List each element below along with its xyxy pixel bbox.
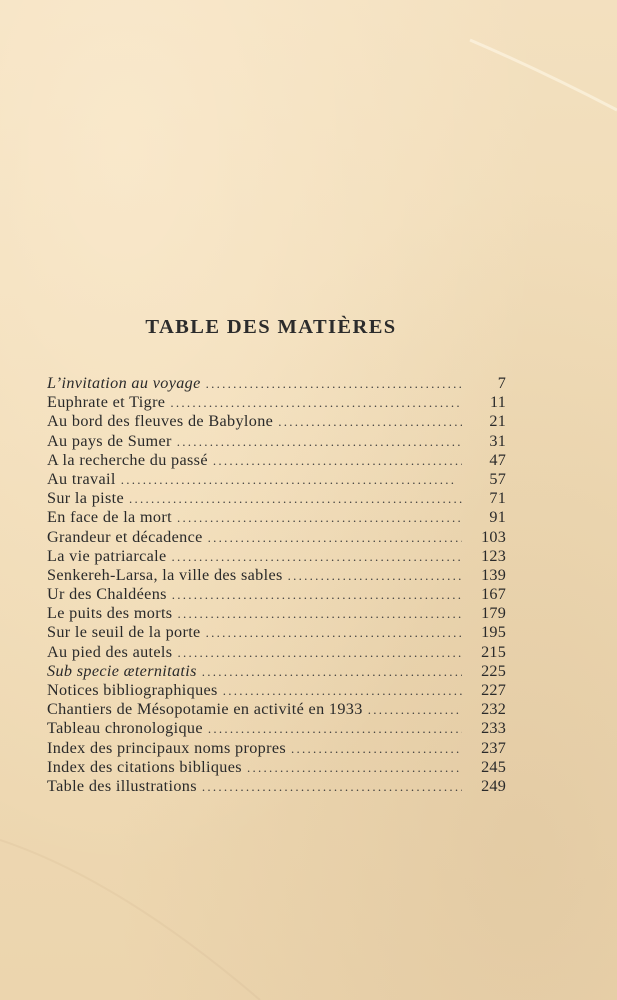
toc-entry-page-number: 123 xyxy=(481,546,506,565)
dot-leader xyxy=(208,719,462,738)
dot-leader xyxy=(368,700,462,719)
toc-entry-page-number: 139 xyxy=(481,565,506,584)
toc-entry xyxy=(47,528,506,547)
toc-entry-page-number: 225 xyxy=(481,661,506,680)
toc-entry xyxy=(47,700,506,719)
toc-entry-page-number: 31 xyxy=(489,431,506,450)
toc-entry-page-number: 179 xyxy=(481,604,506,623)
toc-entry xyxy=(47,393,506,412)
toc-entry xyxy=(47,412,506,431)
toc-entry-title: Index des citations bibliques xyxy=(47,757,242,776)
toc-entry-title: Index des principaux noms propres xyxy=(47,738,287,757)
toc-entry xyxy=(47,432,506,451)
dot-leader xyxy=(170,393,462,412)
toc-entry-page-number: 215 xyxy=(481,642,506,661)
toc-entry-page-number: 227 xyxy=(481,681,506,699)
toc-entry-title: A la recherche du passé xyxy=(47,450,208,469)
toc-entry-page-number: 103 xyxy=(481,527,506,546)
toc-entry xyxy=(47,547,506,566)
toc-entry-page-number: 195 xyxy=(481,623,506,642)
toc-entry-title: Au bord des fleuves de Babylone xyxy=(47,412,274,431)
toc-entry xyxy=(47,662,506,681)
toc-entry-page-number: 47 xyxy=(489,450,506,469)
toc-entry-title: Sur la piste xyxy=(47,489,125,508)
dot-leader xyxy=(206,623,462,642)
toc-entry-page-number: 249 xyxy=(481,776,506,795)
dot-leader xyxy=(202,777,462,796)
toc-entry xyxy=(47,451,506,470)
toc-entry-page-number: 232 xyxy=(481,700,506,719)
toc-entry-title: Au pays de Sumer xyxy=(47,431,172,450)
dot-leader xyxy=(172,547,462,566)
toc-entry xyxy=(47,758,506,777)
toc-entry xyxy=(47,719,506,738)
toc-entry-title: Euphrate et Tigre xyxy=(47,393,166,412)
toc-entry-title: Au travail xyxy=(47,469,116,488)
dot-leader xyxy=(288,566,462,585)
toc-entry-page-number: 237 xyxy=(481,738,506,757)
dot-leader xyxy=(213,451,462,470)
toc-entry-page-number: 7 xyxy=(497,374,506,392)
toc-entry-page-number: 167 xyxy=(481,585,506,604)
dot-leader xyxy=(206,374,462,393)
dot-leader xyxy=(177,604,462,623)
toc-entry-title: Tableau chronologique xyxy=(47,719,203,738)
toc-entry xyxy=(47,643,506,662)
toc-entry-page-number: 91 xyxy=(489,508,506,527)
toc-entry-title: L’invitation au voyage xyxy=(47,374,201,392)
toc-entry-title: Au pied des autels xyxy=(47,642,173,661)
toc-entry-title: La vie patriarcale xyxy=(47,546,167,565)
toc-entry xyxy=(47,623,506,642)
toc-entry-title: Grandeur et décadence xyxy=(47,527,203,546)
toc-entry-page-number: 11 xyxy=(490,393,506,412)
toc-entry-title: En face de la mort xyxy=(47,508,172,527)
toc-entry-page-number: 57 xyxy=(489,469,506,488)
toc-entry-title: Sur le seuil de la porte xyxy=(47,623,201,642)
dot-leader xyxy=(172,585,462,604)
dot-leader xyxy=(291,739,462,758)
toc-entry-title: Ur des Chaldéens xyxy=(47,585,167,604)
dot-leader xyxy=(223,681,462,700)
toc-entry xyxy=(47,777,506,796)
toc-entry xyxy=(47,681,506,700)
dot-leader xyxy=(208,528,462,547)
dot-leader xyxy=(177,432,462,451)
toc-entry-title: Table des illustrations xyxy=(47,776,197,795)
toc-entry xyxy=(47,470,506,489)
toc-entry-title: Le puits des morts xyxy=(47,604,173,623)
dot-leader xyxy=(177,643,462,662)
page-title: TABLE DES MATIÈRES xyxy=(145,315,397,338)
toc-entry xyxy=(47,739,506,758)
toc-entry xyxy=(47,566,506,585)
toc-entry-page-number: 71 xyxy=(489,489,506,508)
dot-leader xyxy=(121,470,462,489)
toc-entry-title: Chantiers de Mésopotamie en activité en 1933 xyxy=(47,700,363,719)
toc-entry xyxy=(47,604,506,623)
toc-entry-title: Sub specie æternitatis xyxy=(47,661,197,680)
dot-leader xyxy=(247,758,462,777)
toc-entry-page-number: 21 xyxy=(489,412,506,431)
toc-entry-title: Senkereh-Larsa, la ville des sables xyxy=(47,565,283,584)
dot-leader xyxy=(177,508,462,527)
toc-entry-title: Notices bibliographiques xyxy=(47,681,218,699)
dot-leader xyxy=(129,489,462,508)
toc-entry xyxy=(47,585,506,604)
toc-entry-page-number: 233 xyxy=(481,719,506,738)
dot-leader xyxy=(202,662,462,681)
toc-entry xyxy=(47,489,506,508)
toc-entry-page-number: 245 xyxy=(481,757,506,776)
toc-entry xyxy=(47,508,506,527)
table-of-contents xyxy=(47,374,506,796)
toc-entry xyxy=(47,374,506,393)
dot-leader xyxy=(278,412,462,431)
